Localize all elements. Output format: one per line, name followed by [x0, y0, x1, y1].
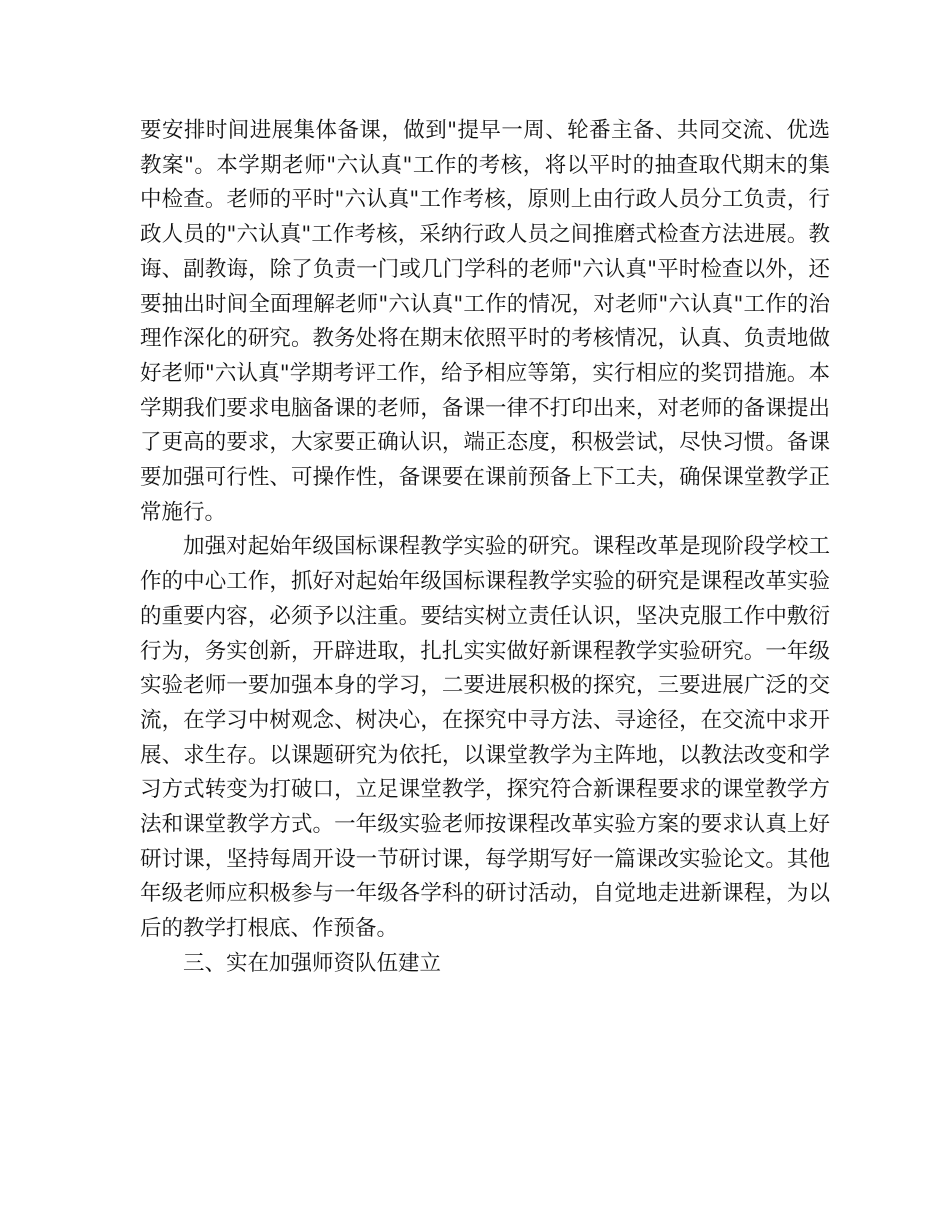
- document-page: [140, 114, 830, 982]
- section-heading: 三、实在加强师资队伍建立: [183, 950, 442, 976]
- paragraph-curriculum-experiment: 加强对起始年级国标课程教学实验的研究。课程改革是现阶段学校工作的中心工作，抓好对起始年级国标课程教学实验的研究是课程改革实验的重要内容，必须予以注重。要结实树立责任认识，坚决克服工作中敷衍行为，务实创新，开辟进取，扎扎实实做好新课程教学实验研究。一年级实验老师一要加强本身的学习，二要进展积极的探究，三要进展广泛的交流，在学习中树观念、树决心，在探究中寻方法、寻途径，在交流中求开展、求生存。以课题研究为依托，以课堂教学为主阵地，以教法改变和学习方式转变为打破口，立足课堂教学，探究符合新课程要求的课堂教学方法和课堂教学方式。一年级实验老师按课程改革实验方案的要求认真上好研讨课，坚持每周开设一节研讨课，每学期写好一篇课改实验论文。其他年级老师应积极参与一年级各学科的研讨活动，自觉地走进新课程，为以后的教学打根底、作预备。: [140, 534, 830, 942]
- paragraph-lesson-prep: 要安排时间进展集体备课，做到"提早一周、轮番主备、共同交流、优选教案"。本学期老师"六认真"工作的考核，将以平时的抽查取代期末的集中检查。老师的平时"六认真"工作考核，原则上由行政人员分工负责，行政人员的"六认真"工作考核，采纳行政人员之间推磨式检查方法进展。教诲、副教诲，除了负责一门或几门学科的老师"六认真"平时检查以外，还要抽出时间全面理解老师"六认真"工作的情况，对老师"六认真"工作的治理作深化的研究。教务处将在期末依照平时的考核情况，认真、负责地做好老师"六认真"学期考评工作，给予相应等第，实行相应的奖罚措施。本学期我们要求电脑备课的老师，备课一律不打印出来，对老师的备课提出了更高的要求，大家要正确认识，端正态度，积极尝试，尽快习惯。备课要加强可行性、可操作性，备课要在课前预备上下工夫，确保课堂教学正常施行。: [140, 118, 830, 525]
